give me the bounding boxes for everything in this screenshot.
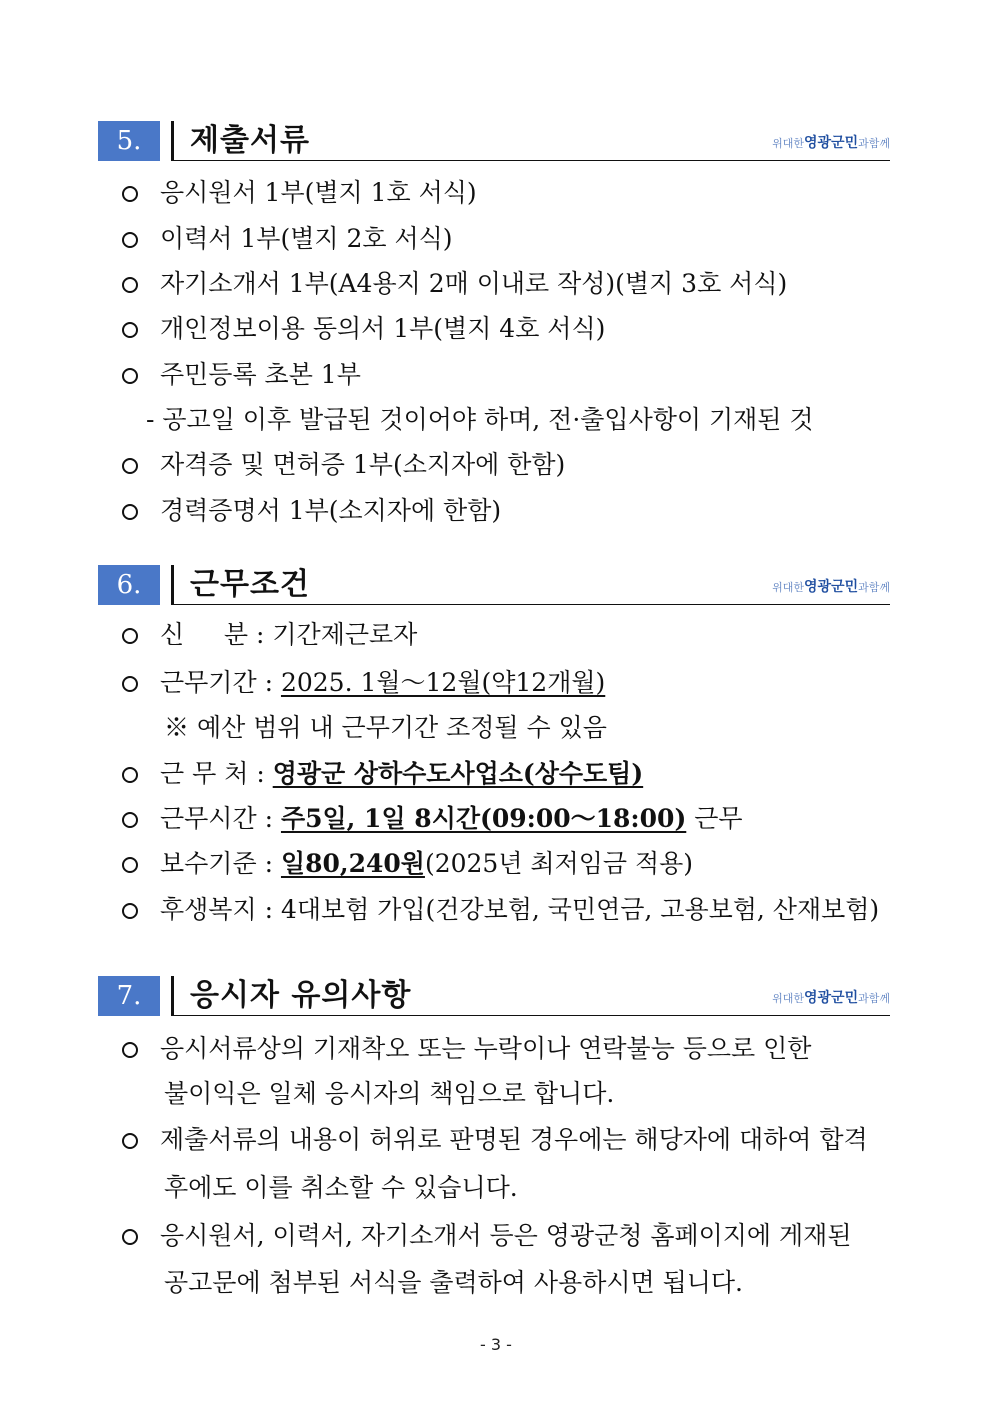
circle-bullet-icon xyxy=(122,368,138,384)
notice-item: 응시원서, 이력서, 자기소개서 등은 영광군청 홈페이지에 게재된 xyxy=(122,1221,851,1251)
section-header-6 xyxy=(98,565,890,605)
section-title: 응시자 유의사항 xyxy=(190,978,412,1013)
circle-bullet-icon xyxy=(122,628,138,644)
section-header-5 xyxy=(98,121,890,161)
list-item: 응시원서 1부(별지 1호 서식) xyxy=(122,178,477,208)
circle-bullet-icon xyxy=(122,767,138,783)
circle-bullet-icon xyxy=(122,232,138,248)
section-title: 제출서류 xyxy=(190,123,310,158)
circle-bullet-icon xyxy=(122,857,138,873)
section-number: 6. xyxy=(98,565,160,605)
notice-item: 제출서류의 내용이 허위로 판명된 경우에는 해당자에 대하여 합격 xyxy=(122,1125,868,1155)
circle-bullet-icon xyxy=(122,277,138,293)
condition-value: 기간제근로자 xyxy=(272,620,418,649)
condition-row: 근무시간 : 주5일, 1일 8시간(09:00～18:00) 근무 xyxy=(122,804,743,834)
title-underline xyxy=(171,604,890,605)
list-item: 이력서 1부(별지 2호 서식) xyxy=(122,224,453,254)
list-item: 개인정보이용 동의서 1부(별지 4호 서식) xyxy=(122,314,605,344)
condition-note: ※ 예산 범위 내 근무기간 조정될 수 있음 xyxy=(164,713,607,742)
condition-value: 영광군 상하수도사업소(상수도팀) xyxy=(272,759,644,788)
list-item: 자격증 및 면허증 1부(소지자에 한함) xyxy=(122,450,565,480)
condition-label: 근 무 처 xyxy=(160,759,249,788)
circle-bullet-icon xyxy=(122,1229,138,1245)
notice-item: 응시서류상의 기재착오 또는 누락이나 연락불능 등으로 인한 xyxy=(122,1034,811,1064)
condition-label: 신 분 xyxy=(160,620,249,649)
circle-bullet-icon xyxy=(122,504,138,520)
section-number: 5. xyxy=(98,121,160,161)
list-item: 경력증명서 1부(소지자에 한함) xyxy=(122,496,501,526)
title-underline xyxy=(171,1015,890,1016)
circle-bullet-icon xyxy=(122,186,138,202)
condition-label: 근무기간 xyxy=(160,668,257,697)
section-title: 근무조건 xyxy=(190,567,310,602)
title-bar xyxy=(171,565,174,605)
title-bar xyxy=(171,121,174,161)
list-item: 주민등록 초본 1부 xyxy=(122,360,361,390)
condition-row: 후생복지 : 4대보험 가입(건강보험, 국민연금, 고용보험, 산재보험) xyxy=(122,895,879,925)
sub-item: - 공고일 이후 발급된 것이어야 하며, 전·출입사항이 기재된 것 xyxy=(146,405,814,434)
condition-value: 2025. 1월～12월(약12개월) xyxy=(280,668,606,697)
condition-row: 신 분 : 기간제근로자 xyxy=(122,620,417,650)
circle-bullet-icon xyxy=(122,458,138,474)
condition-row: 보수기준 : 일80,240원(2025년 최저임금 적용) xyxy=(122,849,693,879)
condition-value: 주5일, 1일 8시간(09:00～18:00) xyxy=(280,804,687,833)
condition-value: 일80,240원 xyxy=(280,849,425,878)
title-underline xyxy=(171,160,890,161)
circle-bullet-icon xyxy=(122,322,138,338)
condition-label: 보수기준 xyxy=(160,849,257,878)
county-logo: 위대한영광군민과함께 xyxy=(772,135,890,151)
section-number: 7. xyxy=(98,976,160,1016)
section-header-7 xyxy=(98,976,890,1016)
page-number: - 3 - xyxy=(480,1335,512,1354)
circle-bullet-icon xyxy=(122,1042,138,1058)
condition-label: 후생복지 xyxy=(160,895,257,924)
circle-bullet-icon xyxy=(122,676,138,692)
county-logo: 위대한영광군민과함께 xyxy=(772,990,890,1006)
title-bar xyxy=(171,976,174,1016)
condition-row: 근무기간 : 2025. 1월～12월(약12개월) xyxy=(122,668,605,698)
circle-bullet-icon xyxy=(122,903,138,919)
condition-value: 4대보험 가입(건강보험, 국민연금, 고용보험, 산재보험) xyxy=(280,895,880,924)
notice-item-continuation: 후에도 이를 취소할 수 있습니다. xyxy=(164,1173,518,1202)
condition-label: 근무시간 xyxy=(160,804,257,833)
list-item: 자기소개서 1부(A4용지 2매 이내로 작성)(별지 3호 서식) xyxy=(122,269,787,299)
notice-item-continuation: 공고문에 첨부된 서식을 출력하여 사용하시면 됩니다. xyxy=(164,1268,743,1297)
notice-item-continuation: 불이익은 일체 응시자의 책임으로 합니다. xyxy=(164,1079,615,1108)
circle-bullet-icon xyxy=(122,812,138,828)
condition-row: 근 무 처 : 영광군 상하수도사업소(상수도팀) xyxy=(122,759,643,789)
circle-bullet-icon xyxy=(122,1133,138,1149)
county-logo: 위대한영광군민과함께 xyxy=(772,579,890,595)
